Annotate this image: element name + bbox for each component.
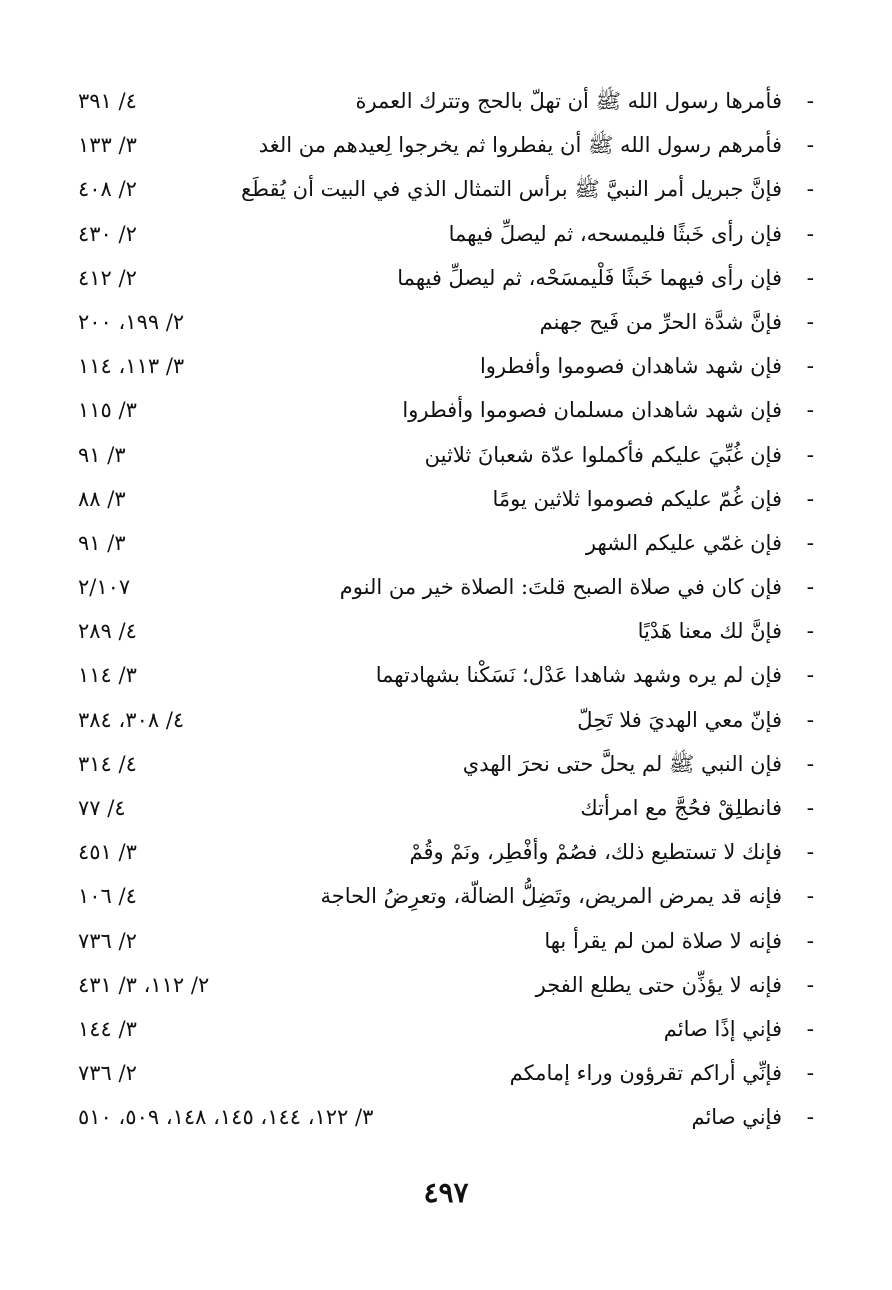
entry-dash: -: [806, 928, 814, 954]
hadith-text: فإنه لا صلاة لمن لم يقرأ بها: [544, 928, 782, 953]
hadith-text: فإنّ معي الهديَ فلا تَحِلّ: [577, 707, 782, 732]
index-entry: [78, 699, 814, 743]
hadith-text: فإن رأى خَبثًا فليمسحه، ثم ليصلِّ فيهما: [448, 221, 782, 246]
index-entry: [78, 1096, 814, 1140]
hadith-text: فإن لم يره وشهد شاهدا عَدْل؛ نَسَكْنا بشهادتهما: [375, 663, 782, 688]
hadith-text: فأمرهم رسول الله ﷺ أن يفطروا ثم يخرجوا لِعيدهم من الغد: [258, 133, 782, 158]
index-entry: [78, 168, 814, 212]
index-entry: [78, 124, 814, 168]
volume-page-reference: ٤/ ٣١٤: [78, 751, 137, 776]
entry-dash: -: [806, 133, 814, 159]
volume-page-reference: ٢/ ٤٣٠: [78, 221, 137, 246]
entry-dash: -: [806, 663, 814, 689]
hadith-text: فإنَّ جبريل أمر النبيَّ ﷺ برأس التمثال الذي في البيت أن يُقطَع: [241, 177, 782, 202]
entry-dash: -: [806, 575, 814, 601]
index-entry: [78, 257, 814, 301]
entry-dash: -: [806, 707, 814, 733]
volume-page-reference: ٣/ ٩١: [78, 530, 126, 555]
entry-dash: -: [806, 89, 814, 114]
volume-page-reference: ٤/ ١٠٦: [78, 884, 137, 909]
entry-dash: -: [806, 398, 814, 424]
index-entry: [78, 654, 814, 698]
index-entry: [78, 743, 814, 787]
hadith-text: فإنه لا يؤذِّن حتى يطلع الفجر: [535, 972, 782, 997]
entry-dash: -: [806, 1061, 814, 1087]
hadith-text: فإن شهد شاهدان فصوموا وأفطروا: [479, 354, 782, 379]
hadith-text: فإن كان في صلاة الصبح قلتَ: الصلاة خير من النوم: [339, 575, 782, 600]
index-entry: [78, 389, 814, 433]
index-entry: [78, 345, 814, 389]
volume-page-reference: ٢/ ٧٣٦: [78, 1061, 137, 1086]
index-entry: [78, 434, 814, 478]
volume-page-reference: ٣/ ١٤٤: [78, 1016, 137, 1041]
hadith-text: فإن غمّي عليكم الشهر: [585, 530, 782, 555]
volume-page-reference: ٣/ ١٢٢، ١٤٤، ١٤٥، ١٤٨، ٥٠٩، ٥١٠: [78, 1105, 374, 1130]
entry-dash: -: [806, 486, 814, 512]
entry-dash: -: [806, 1105, 814, 1131]
index-entry: [78, 301, 814, 345]
hadith-text: فإنه قد يمرض المريض، وتَضِلُّ الضالّة، وتعرِضُ الحاجة: [320, 884, 782, 909]
volume-page-reference: ٤/ ٢٨٩: [78, 619, 137, 644]
volume-page-reference: ٣/ ٨٨: [78, 486, 126, 511]
entry-dash: -: [806, 265, 814, 291]
entry-dash: -: [806, 751, 814, 777]
hadith-text: فإنَّ شدَّة الحرِّ من فَيح جهنم: [539, 309, 782, 334]
index-entry: [78, 478, 814, 522]
volume-page-reference: ٢/ ٧٣٦: [78, 928, 137, 953]
hadith-text: فأمرها رسول الله ﷺ أن تهلّ بالحج وتترك العمرة: [355, 89, 782, 113]
entry-dash: -: [806, 1016, 814, 1042]
entry-dash: -: [806, 840, 814, 866]
entry-dash: -: [806, 221, 814, 247]
volume-page-reference: ٤/ ٣٩١: [78, 89, 137, 113]
index-entry: [78, 213, 814, 257]
entry-dash: -: [806, 442, 814, 468]
index-entry: [78, 610, 814, 654]
volume-page-reference: ٢/ ١٩٩، ٢٠٠: [78, 309, 185, 334]
index-entry: [78, 566, 814, 610]
entry-dash: -: [806, 354, 814, 380]
hadith-text: فإن رأى فيهما خَبثًا فَلْيمسَحْه، ثم ليصلِّ فيهما: [397, 265, 782, 290]
entry-dash: -: [806, 177, 814, 203]
volume-page-reference: ٣/ ٩١: [78, 442, 126, 467]
index-entry: [78, 920, 814, 964]
entry-dash: -: [806, 309, 814, 335]
entry-dash: -: [806, 619, 814, 645]
volume-page-reference: ٣/ ١١٤: [78, 663, 137, 688]
index-entry: [78, 787, 814, 831]
index-entry: [78, 80, 814, 124]
page-number: ٤٩٧: [423, 1176, 469, 1209]
hadith-text: فإني إذًا صائم: [663, 1016, 782, 1041]
entry-dash: -: [806, 884, 814, 910]
hadith-text: فإني صائم: [691, 1105, 782, 1130]
volume-page-reference: ٣/ ١١٥: [78, 398, 137, 423]
volume-page-reference: ٢/ ٤١٢: [78, 265, 137, 290]
hadith-text: فإن النبي ﷺ لم يحلَّ حتى نحرَ الهدي: [462, 751, 782, 776]
volume-page-reference: ٢/١٠٧: [78, 575, 131, 600]
hadith-text: فإن غُبِّيَ عليكم فأكملوا عدّة شعبانَ ثلاثين: [424, 442, 782, 467]
index-entry: [78, 831, 814, 875]
volume-page-reference: ٣/ ١١٣، ١١٤: [78, 354, 185, 379]
volume-page-reference: ٣/ ١٣٣: [78, 133, 137, 158]
hadith-text: فإن شهد شاهدان مسلمان فصوموا وأفطروا: [402, 398, 782, 423]
index-entry: [78, 1008, 814, 1052]
volume-page-reference: ٤/ ٣٠٨، ٣٨٤: [78, 707, 185, 732]
index-entry: [78, 522, 814, 566]
volume-page-reference: ٢/ ١١٢، ٣/ ٤٣١: [78, 972, 210, 997]
entry-dash: -: [806, 796, 814, 821]
volume-page-reference: ٢/ ٤٠٨: [78, 177, 137, 202]
hadith-text: فإن غُمّ عليكم فصوموا ثلاثين يومًا: [492, 486, 782, 511]
hadith-text: فإنِّي أراكم تقرؤون وراء إمامكم: [509, 1061, 782, 1086]
hadith-text: فإنك لا تستطيع ذلك، فصُمْ وأفْطِر، ونَمْ وقُمْ: [409, 840, 782, 865]
index-entry: [78, 875, 814, 919]
entry-dash: -: [806, 972, 814, 998]
hadith-text: فإنَّ لك معنا هَدْيًا: [637, 619, 782, 644]
index-entry: [78, 964, 814, 1008]
entry-dash: -: [806, 530, 814, 556]
volume-page-reference: ٣/ ٤٥١: [78, 840, 137, 865]
index-entry: [78, 1052, 814, 1096]
volume-page-reference: ٤/ ٧٧: [78, 796, 126, 820]
hadith-text: فانطلِقْ فحُجَّ مع امرأتك: [580, 796, 782, 820]
hadith-index-list: [78, 80, 814, 1141]
